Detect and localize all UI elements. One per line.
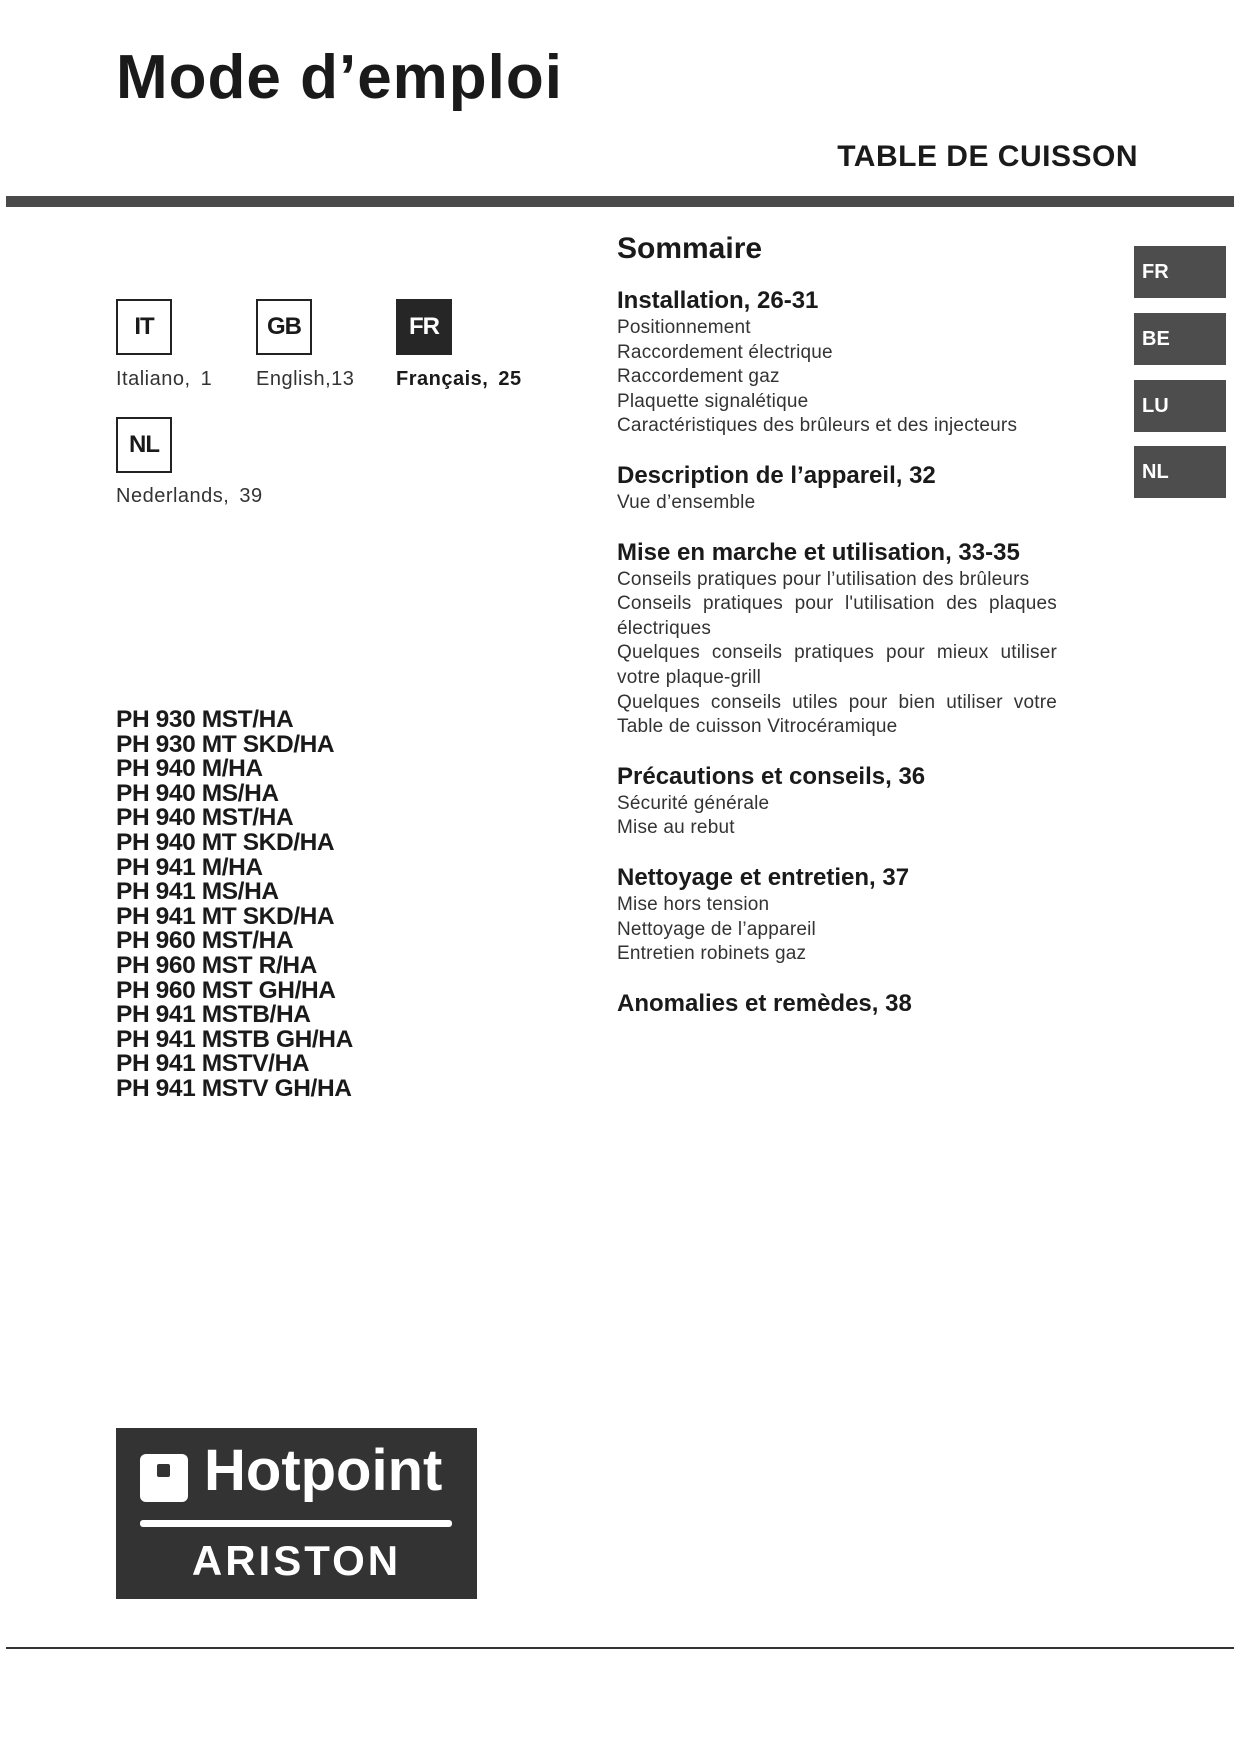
document-subtitle: TABLE DE CUISSON — [837, 140, 1138, 173]
model-item: PH 941 MSTV GH/HA — [116, 1074, 352, 1102]
toc-section-installation — [617, 286, 1057, 439]
model-item: PH 941 MS/HA — [116, 878, 279, 906]
toc-item[interactable]: Mise au rebut — [617, 817, 735, 839]
language-box-fr[interactable]: FR — [396, 299, 452, 355]
toc-section-title[interactable]: Anomalies et remèdes, 38 — [617, 989, 912, 1017]
toc-item[interactable]: Vue d’ensemble — [617, 491, 756, 513]
model-item: PH 941 MSTB GH/HA — [116, 1025, 353, 1053]
model-item: PH 940 MST/HA — [116, 804, 294, 832]
toc-item[interactable]: Raccordement électrique — [617, 341, 833, 363]
toc-section-title[interactable]: Nettoyage et entretien, 37 — [617, 863, 910, 891]
model-item: PH 960 MST/HA — [116, 927, 294, 955]
language-label-fr[interactable]: Français, 25 — [396, 368, 522, 390]
country-tab-nl[interactable]: NL — [1134, 446, 1226, 498]
toc-section-precautions — [617, 762, 1057, 841]
toc-item[interactable]: Positionnement — [617, 317, 751, 338]
toc-section-title[interactable]: Mise en marche et utilisation, 33-35 — [617, 538, 1020, 566]
model-item: PH 940 MS/HA — [116, 779, 279, 807]
toc-section-usage — [617, 538, 1057, 740]
model-item: PH 930 MST/HA — [116, 706, 294, 733]
document-title: Mode d’emploi — [116, 43, 563, 112]
country-tab-fr[interactable]: FR — [1134, 246, 1226, 298]
language-label-nl[interactable]: Nederlands, 39 — [116, 485, 263, 507]
toc-item[interactable]: Entretien robinets gaz — [617, 943, 807, 965]
toc-section-title[interactable]: Précautions et conseils, 36 — [617, 762, 926, 790]
model-item: PH 960 MST GH/HA — [116, 976, 336, 1004]
model-item: PH 940 MT SKD/HA — [116, 828, 335, 856]
logo-sub-text: ARISTON — [191, 1537, 402, 1584]
logo-mark-icon — [140, 1454, 188, 1502]
top-divider — [6, 196, 1234, 207]
toc-item[interactable]: Conseils pratiques pour l’utilisation des brûleurs — [617, 568, 1030, 590]
logo-dot — [157, 1464, 170, 1477]
toc-section-title[interactable]: Installation, 26-31 — [617, 287, 819, 314]
model-item: PH 941 M/HA — [116, 853, 263, 881]
model-item: PH 940 M/HA — [116, 755, 263, 783]
language-label-gb[interactable]: English,13 — [256, 368, 355, 390]
toc-item[interactable]: Conseils pratiques pour l'utilisation des plaques électriques — [617, 593, 1057, 639]
toc-item[interactable]: Plaquette signalétique — [617, 390, 809, 412]
toc-heading: Sommaire — [617, 232, 763, 265]
language-box-it[interactable]: IT — [116, 299, 172, 355]
language-label-it[interactable]: Italiano, 1 — [116, 368, 213, 390]
toc-section-description — [617, 461, 1057, 516]
logo-brand-text: Hotpoint — [204, 1438, 443, 1503]
country-tab-be[interactable]: BE — [1134, 313, 1226, 365]
model-item: PH 941 MSTV/HA — [116, 1050, 310, 1078]
toc-item[interactable]: Quelques conseils pratiques pour mieux utiliser votre plaque-grill — [617, 642, 1057, 688]
hotpoint-ariston-logo — [116, 1428, 477, 1599]
language-box-nl[interactable]: NL — [116, 417, 172, 473]
bottom-divider — [6, 1647, 1234, 1649]
toc-section-cleaning — [617, 863, 1057, 967]
model-item: PH 960 MST R/HA — [116, 951, 317, 979]
toc-item[interactable]: Mise hors tension — [617, 893, 770, 915]
model-item: PH 930 MT SKD/HA — [116, 730, 335, 758]
toc-item[interactable]: Caractéristiques des brûleurs et des injecteurs — [617, 415, 1018, 437]
toc-section-troubleshooting — [617, 989, 1057, 1019]
toc-item[interactable]: Nettoyage de l’appareil — [617, 918, 816, 940]
toc-section-title[interactable]: Description de l’appareil, 32 — [617, 461, 936, 489]
toc-item[interactable]: Sécurité générale — [617, 792, 770, 814]
model-item: PH 941 MSTB/HA — [116, 1001, 311, 1029]
model-item: PH 941 MT SKD/HA — [116, 902, 335, 930]
language-box-gb[interactable]: GB — [256, 299, 312, 355]
toc-item[interactable]: Quelques conseils utiles pour bien utiliser votre Table de cuisson Vitrocéramique — [617, 691, 1057, 738]
country-tab-lu[interactable]: LU — [1134, 380, 1226, 432]
table-of-contents — [617, 232, 1057, 1041]
model-list — [116, 708, 353, 1102]
logo-divider — [140, 1520, 452, 1527]
toc-item[interactable]: Raccordement gaz — [617, 366, 780, 388]
